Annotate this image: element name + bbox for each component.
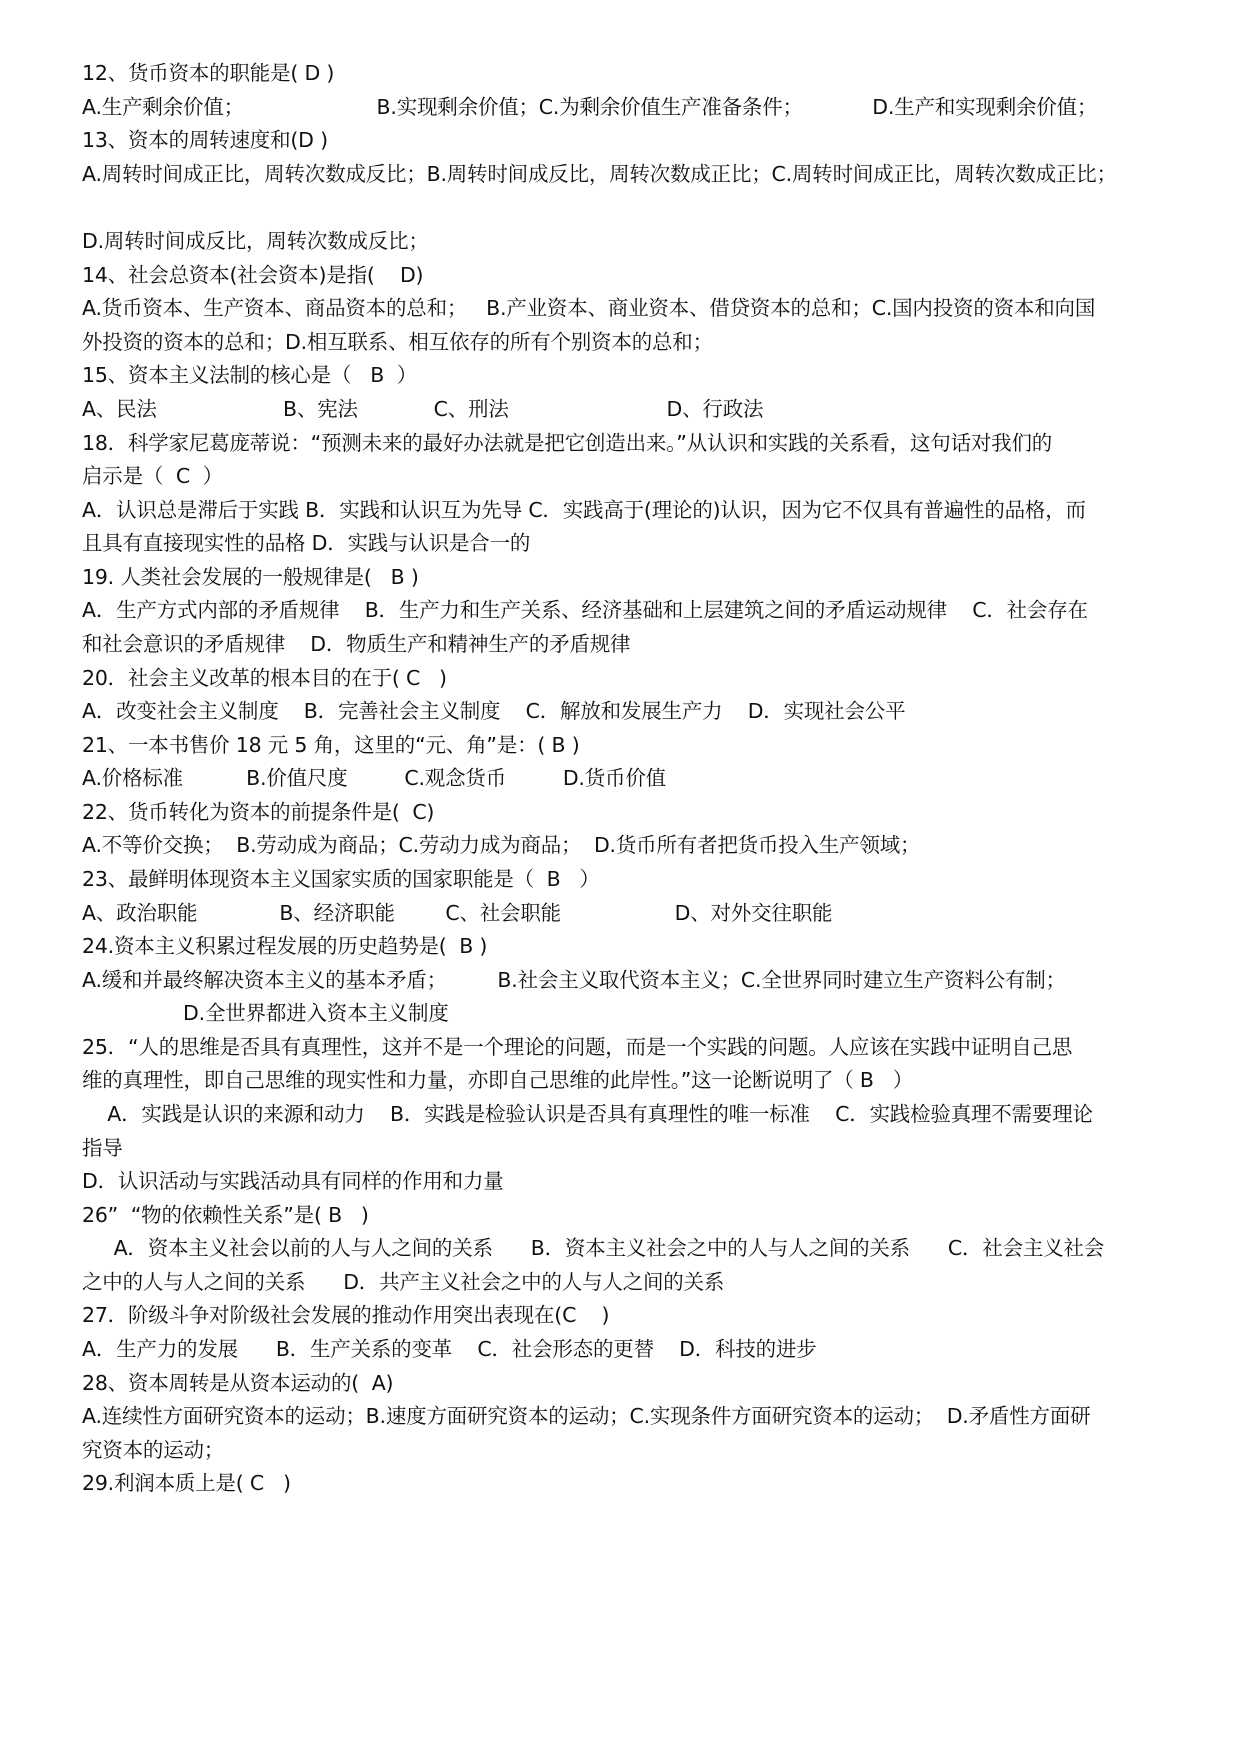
- question-13-options-line-2: D.周转时间成反比，周转次数成反比；: [82, 229, 429, 253]
- question-18-options-line-2: 且具有直接现实性的品格 D．实践与认识是合一的: [82, 531, 531, 555]
- question-12-stem: 12、货币资本的职能是( D ): [82, 61, 335, 85]
- question-22-stem: 22、货币转化为资本的前提条件是( C): [82, 800, 435, 824]
- question-21-stem: 21、一本书售价 18 元 5 角，这里的“元、角”是：( B ): [82, 733, 580, 757]
- question-28-options-line-2: 究资本的运动；: [82, 1438, 225, 1462]
- question-15-options: A、民法 B、宪法 C、刑法 D、行政法: [82, 397, 764, 421]
- question-26-stem: 26” “物的依赖性关系”是( B ): [82, 1203, 369, 1227]
- question-28-options-line-1: A.连续性方面研究资本的运动；B.速度方面研究资本的运动；C.实现条件方面研究资本的运动； D.矛盾性方面研: [82, 1404, 1091, 1428]
- question-25-options-line-2: 指导: [82, 1136, 123, 1160]
- question-25-stem-line-1: 25．“人的思维是否具有真理性，这并不是一个理论的问题，而是一个实践的问题。人应该在实践中证明自己思: [82, 1035, 1073, 1059]
- question-26-options-line-2: 之中的人与人之间的关系 D．共产主义社会之中的人与人之间的关系: [82, 1270, 725, 1294]
- question-18-stem-line-2: 启示是（ C ）: [82, 464, 223, 488]
- question-19-options-line-1: A．生产方式内部的矛盾规律 B．生产力和生产关系、经济基础和上层建筑之间的矛盾运动规律 C．社会存在: [82, 598, 1088, 622]
- question-19-options-line-2: 和社会意识的矛盾规律 D．物质生产和精神生产的矛盾规律: [82, 632, 631, 656]
- question-24-stem: 24.资本主义积累过程发展的历史趋势是( B ): [82, 934, 488, 958]
- question-18-options-line-1: A．认识总是滞后于实践 B．实践和认识互为先导 C．实践高于(理论的)认识，因为它不仅具有普遍性的品格，而: [82, 498, 1086, 522]
- question-29-stem: 29.利润本质上是( C ): [82, 1471, 291, 1495]
- question-14-options-line-2: 外投资的资本的总和；D.相互联系、相互依存的所有个别资本的总和；: [82, 330, 713, 354]
- question-20-stem: 20．社会主义改革的根本目的在于( C ): [82, 666, 447, 690]
- question-18-stem-line-1: 18．科学家尼葛庞蒂说：“预测未来的最好办法就是把它创造出来。”从认识和实践的关系看，这句话对我们的: [82, 431, 1053, 455]
- question-21-options: A.价格标准 B.价值尺度 C.观念货币 D.货币价值: [82, 766, 666, 790]
- question-26-options-line-1: A．资本主义社会以前的人与人之间的关系 B．资本主义社会之中的人与人之间的关系 C．社会主义社会: [82, 1236, 1105, 1260]
- question-27-options: A．生产力的发展 B．生产关系的变革 C．社会形态的更替 D．科技的进步: [82, 1337, 817, 1361]
- question-12-options: A.生产剩余价值； B.实现剩余价值；C.为剩余价值生产准备条件； D.生产和实现剩余价值；: [82, 95, 1098, 119]
- question-27-stem: 27．阶级斗争对阶级社会发展的推动作用突出表现在(C ): [82, 1303, 610, 1327]
- question-24-options-line-1: A.缓和并最终解决资本主义的基本矛盾； B.社会主义取代资本主义；C.全世界同时建立生产资料公有制；: [82, 968, 1066, 992]
- question-22-options: A.不等价交换； B.劳动成为商品；C.劳动力成为商品； D.货币所有者把货币投入生产领域；: [82, 833, 921, 857]
- question-13-stem: 13、资本的周转速度和(D ): [82, 128, 328, 152]
- question-25-options-line-3: D．认识活动与实践活动具有同样的作用和力量: [82, 1169, 504, 1193]
- question-20-options: A．改变社会主义制度 B．完善社会主义制度 C．解放和发展生产力 D．实现社会公平: [82, 699, 906, 723]
- question-14-stem: 14、社会总资本(社会资本)是指( D): [82, 263, 424, 287]
- question-28-stem: 28、资本周转是从资本运动的( A): [82, 1371, 394, 1395]
- question-24-options-line-2: D.全世界都进入资本主义制度: [82, 1001, 449, 1025]
- question-14-options-line-1: A.货币资本、生产资本、商品资本的总和； B.产业资本、商业资本、借贷资本的总和；C.国内投资的资本和向国: [82, 296, 1096, 320]
- question-13-options-line-1: A.周转时间成正比，周转次数成反比；B.周转时间成反比，周转次数成正比；C.周转时间成正比，周转次数成正比；: [82, 162, 1117, 186]
- question-23-stem: 23、最鲜明体现资本主义国家实质的国家职能是（ B ）: [82, 867, 600, 891]
- question-19-stem: 19. 人类社会发展的一般规律是( B ): [82, 565, 419, 589]
- question-25-stem-line-2: 维的真理性，即自己思维的现实性和力量，亦即自己思维的此岸性。”这一论断说明了（ B ）: [82, 1068, 913, 1092]
- question-25-options-line-1: A．实践是认识的来源和动力 B．实践是检验认识是否具有真理性的唯一标准 C．实践检验真理不需要理论: [82, 1102, 1093, 1126]
- question-15-stem: 15、资本主义法制的核心是（ B ）: [82, 363, 418, 387]
- question-23-options: A、政治职能 B、经济职能 C、社会职能 D、对外交往职能: [82, 901, 833, 925]
